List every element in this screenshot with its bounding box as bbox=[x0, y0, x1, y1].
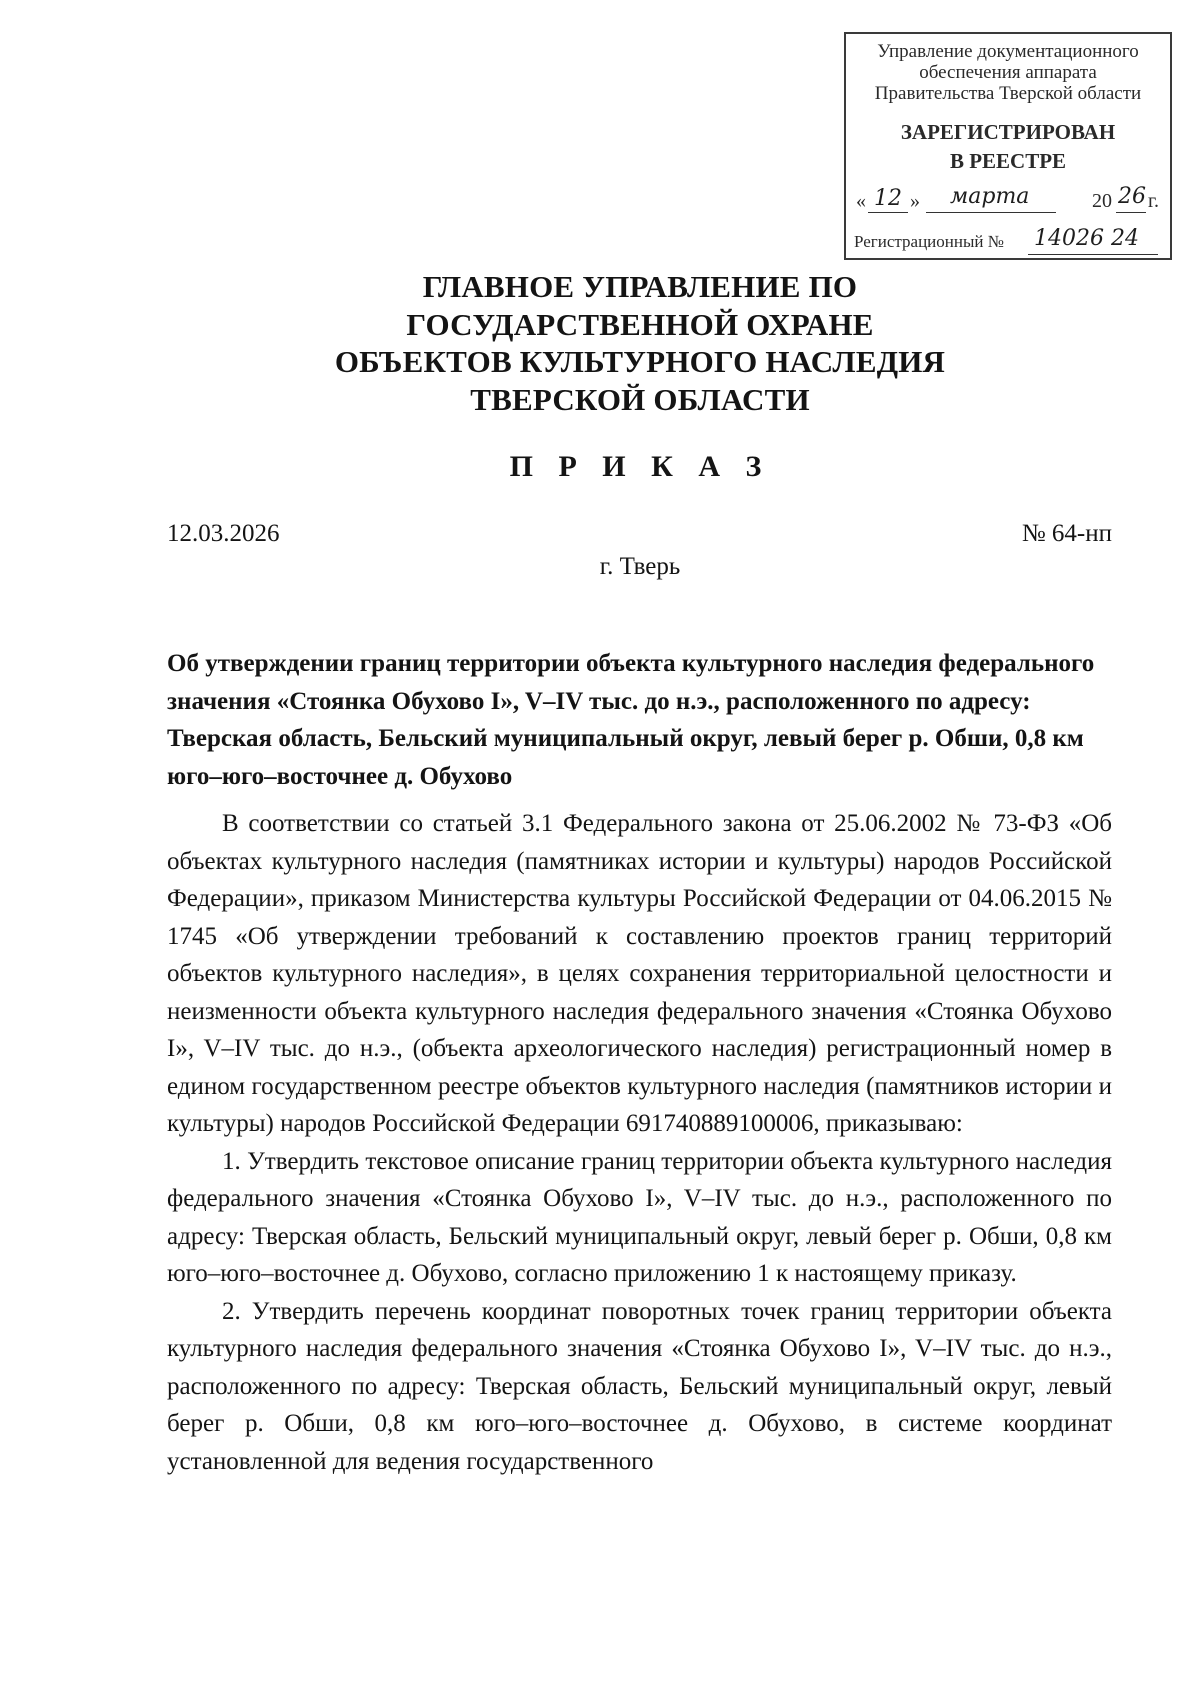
stamp-day-line bbox=[868, 212, 908, 213]
stamp-department bbox=[846, 41, 1170, 104]
stamp-date-day: 12 bbox=[874, 186, 902, 211]
stamp-department-line: Правительства Тверской области bbox=[874, 83, 1142, 104]
stamp-reg-number: 14026 24 bbox=[1034, 226, 1139, 251]
stamp-date-year-suffix: 26 bbox=[1118, 184, 1146, 209]
order-number: № 64-нп bbox=[1021, 520, 1112, 547]
stamp-date-close-quote: » bbox=[910, 190, 920, 212]
stamp-date-open-quote: « bbox=[856, 190, 866, 212]
stamp-department-line: обеспечения аппарата bbox=[919, 62, 1097, 83]
stamp-department-line: Управление документационного bbox=[877, 41, 1139, 62]
authority-line: ГЛАВНОЕ УПРАВЛЕНИЕ ПО bbox=[422, 269, 858, 304]
registration-stamp bbox=[844, 32, 1172, 260]
body-item-1: 1. Утвердить текстовое описание границ территории объекта культурного наследия федерального значения «Стоянка Обухово I», V–IV тыс. до н.э., расположенного по адресу: Тверская область, Бельский муниципальный округ, левый берег р. Обши, 0,8 км юго–юго–восточнее д. Обухово, согласно приложению 1 к настоящему приказу. bbox=[167, 1147, 1112, 1287]
stamp-number-line bbox=[1028, 254, 1158, 255]
body-preamble: В соответствии со статьей 3.1 Федерального закона от 25.06.2002 № 73-ФЗ «Об объектах культурного наследия (памятниках истории и культуры) народов Российской Федерации», приказом Министерства культуры Российской Федерации от 04.06.2015 № 1745 «Об утверждении требований к составлению проектов границ территорий объектов культурного наследия», в целях сохранения территориальной целостности и неизменности объекта культурного наследия федерального значения «Стоянка Обухово I», V–IV тыс. до н.э., (объекта археологического наследия) регистрационный номер в едином государственном реестре объектов культурного наследия (памятников истории и культуры) народов Российской Федерации 691740889100006, приказываю: bbox=[167, 810, 1112, 1137]
authority-line: ГОСУДАРСТВЕННОЙ ОХРАНЕ bbox=[406, 306, 874, 342]
order-body bbox=[167, 805, 1112, 1480]
order-city: г. Тверь bbox=[599, 553, 681, 580]
stamp-number-row bbox=[854, 226, 1162, 256]
order-subject: Об утверждении границ территории объекта культурного наследия федерального значения «Стоянка Обухово I», V–IV тыс. до н.э., расположенного по адресу: Тверская область, Бельский муниципальный округ, левый берег р. Обши, 0,8 км юго–юго–восточнее д. Обухово bbox=[167, 650, 1095, 790]
stamp-registered bbox=[846, 118, 1170, 176]
authority-line: ТВЕРСКОЙ ОБЛАСТИ bbox=[470, 381, 810, 417]
stamp-date-year-end: г. bbox=[1148, 190, 1159, 212]
stamp-registered-line: ЗАРЕГИСТРИРОВАН bbox=[900, 120, 1116, 144]
stamp-month-line bbox=[926, 212, 1056, 213]
document-type: П Р И К А З bbox=[509, 450, 771, 483]
stamp-year-line bbox=[1116, 212, 1146, 213]
stamp-date-month: марта bbox=[950, 184, 1030, 209]
body-item-2: 2. Утвердить перечень координат поворотных точек границ территории объекта культурного наследия федерального значения «Стоянка Обухово I», V–IV тыс. до н.э., расположенного по адресу: Тверская область, Бельский муниципальный округ, левый берег р. Обши, 0,8 км юго–юго–восточнее д. Обухово, в системе координат установленной для ведения государственного bbox=[167, 1297, 1112, 1475]
authority-line: ОБЪЕКТОВ КУЛЬТУРНОГО НАСЛЕДИЯ bbox=[334, 344, 946, 379]
authority-name bbox=[0, 268, 1200, 418]
stamp-reg-label: Регистрационный № bbox=[854, 232, 1004, 251]
order-date: 12.03.2026 bbox=[167, 520, 280, 547]
stamp-date-row bbox=[854, 186, 1162, 216]
stamp-date-year-prefix: 20 bbox=[1092, 190, 1112, 212]
stamp-registered-line: В РЕЕСТРЕ bbox=[949, 149, 1067, 173]
